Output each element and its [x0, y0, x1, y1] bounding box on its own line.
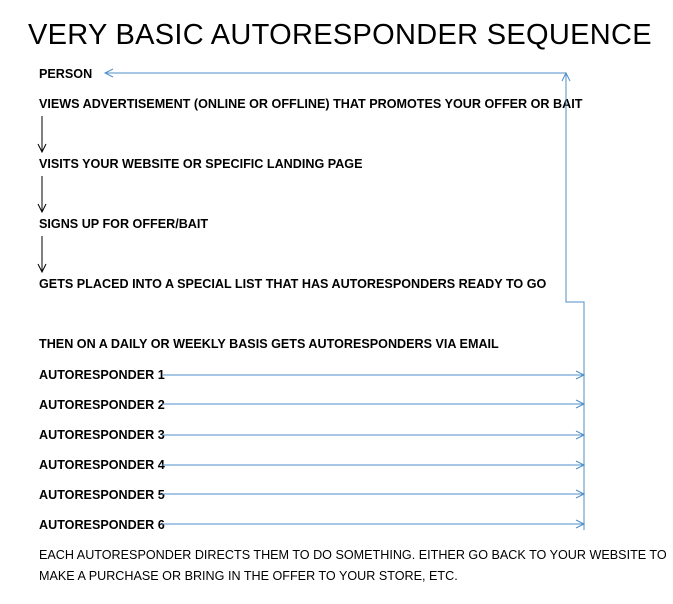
autoresponder-6-arrow [162, 520, 584, 528]
flow-arrow-2 [38, 176, 46, 212]
diagram-title: VERY BASIC AUTORESPONDER SEQUENCE [28, 19, 652, 51]
flow-arrow-1 [38, 116, 46, 152]
autoresponder-6: AUTORESPONDER 6 [39, 518, 165, 532]
autoresponder-5-arrow [162, 490, 584, 498]
step-signs-up: SIGNS UP FOR OFFER/BAIT [39, 217, 209, 231]
step-visits-site: VISITS YOUR WEBSITE OR SPECIFIC LANDING PAGE [39, 157, 363, 171]
footer-line-1: EACH AUTORESPONDER DIRECTS THEM TO DO SOMETHING. EITHER GO BACK TO YOUR WEBSITE TO [39, 548, 667, 562]
autoresponder-4: AUTORESPONDER 4 [39, 458, 165, 472]
autoresponder-1: AUTORESPONDER 1 [39, 368, 165, 382]
autoresponder-3-arrow [162, 431, 584, 439]
return-loop-connector [105, 69, 584, 530]
autoresponder-1-arrow [162, 371, 584, 379]
step-person: PERSON [39, 67, 93, 81]
autoresponder-3: AUTORESPONDER 3 [39, 428, 165, 442]
autoresponder-2-arrow [162, 400, 584, 408]
step-daily-weekly: THEN ON A DAILY OR WEEKLY BASIS GETS AUTORESPONDERS VIA EMAIL [39, 337, 499, 351]
step-placed-in-list: GETS PLACED INTO A SPECIAL LIST THAT HAS AUTORESPONDERS READY TO GO [39, 277, 547, 291]
footer-line-2: MAKE A PURCHASE OR BRING IN THE OFFER TO YOUR STORE, ETC. [39, 569, 458, 583]
autoresponder-5: AUTORESPONDER 5 [39, 488, 165, 502]
autoresponder-4-arrow [162, 461, 584, 469]
flow-arrow-3 [38, 236, 46, 272]
autoresponder-2: AUTORESPONDER 2 [39, 398, 165, 412]
step-views-ad: VIEWS ADVERTISEMENT (ONLINE OR OFFLINE) THAT PROMOTES YOUR OFFER OR BAIT [39, 97, 583, 111]
